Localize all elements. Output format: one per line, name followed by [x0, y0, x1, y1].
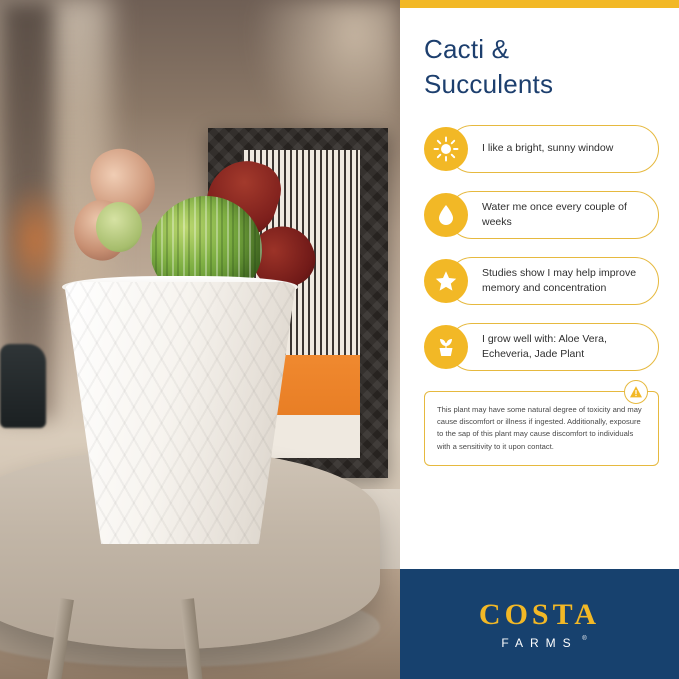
warning-icon — [624, 380, 648, 404]
fact-row-benefit — [424, 255, 659, 307]
background-dark-object — [0, 344, 46, 428]
background-warm-glow — [0, 180, 70, 300]
potted-plant-icon — [424, 325, 468, 369]
toxicity-disclaimer — [424, 391, 659, 466]
succulent-green — [96, 202, 142, 252]
fact-text: I like a bright, sunny window — [482, 142, 614, 155]
ceramic-pot — [64, 282, 296, 544]
brand-subname — [501, 636, 587, 650]
star-icon — [424, 259, 468, 303]
fact-text: I grow well with: Aloe Vera, Echeveria, Jade Plant — [482, 332, 607, 360]
info-body — [400, 8, 679, 569]
disclaimer-text: This plant may have some natural degree of toxicity and may cause discomfort or illness if ingested. Additionally, exposure to the sap of this plant may cause discomfort to individuals with a sensitivity to it upon contact. — [437, 404, 642, 451]
page-title — [424, 32, 659, 103]
fact-row-companions — [424, 321, 659, 373]
brand-footer — [400, 569, 679, 679]
title-line-2: Succulents — [424, 69, 554, 100]
brand-name: COSTA — [478, 598, 601, 631]
accent-top-bar — [400, 0, 679, 8]
water-drop-icon — [424, 193, 468, 237]
brand-subname-text: FARMS — [501, 636, 578, 650]
info-panel — [400, 0, 679, 679]
title-line-1: Cacti & — [424, 34, 510, 64]
fact-text: Water me once every couple of weeks — [482, 200, 627, 228]
fact-row-light — [424, 123, 659, 175]
fact-text: Studies show I may help improve memory and concentration — [482, 266, 637, 294]
registered-mark: ® — [582, 636, 587, 642]
sun-icon — [424, 127, 468, 171]
fact-row-water — [424, 189, 659, 241]
